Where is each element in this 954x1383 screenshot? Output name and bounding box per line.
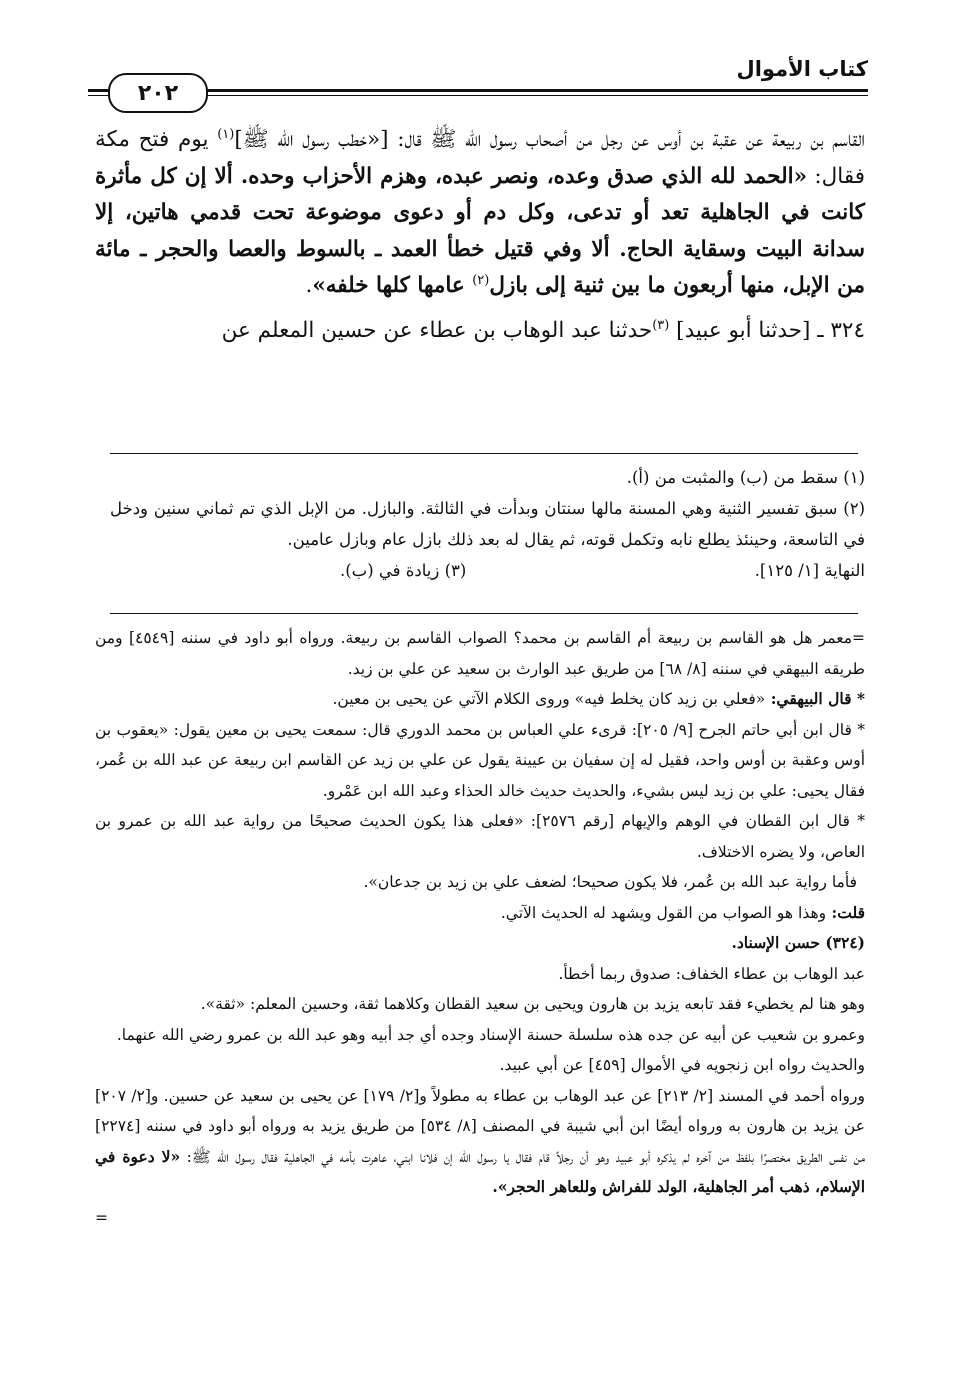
footnote-line xyxy=(110,555,865,586)
footnote-ref: (٣) xyxy=(652,317,670,333)
commentary-paragraph: وعمرو بن شعيب عن أبيه عن جده هذه سلسلة حسنة الإسناد وجده أي جد أبيه وهو عبد الله بن عمرو رضي الله عنهما. xyxy=(116,1025,865,1044)
footnote-divider xyxy=(110,453,858,454)
hadith-quote: «لا دعوة في الإسلام، ذهب أمر الجاهلية، الولد للفراش وللعاهر الحجر». xyxy=(95,1146,865,1196)
footnote-2-source: النهاية [١/ ١٢٥]. xyxy=(754,561,865,580)
commentary-paragraph: فأما رواية عبد الله بن عُمر، فلا يكون صحيحا؛ لضعف علي بن زيد بن جدعان». xyxy=(363,873,857,891)
paragraph-end: . xyxy=(305,273,313,298)
commentary-paragraph xyxy=(95,898,865,929)
footnote-ref: (٢) xyxy=(472,272,490,288)
hadith-number-text: ٣٢٤ ـ [حدثنا أبو عبيد] xyxy=(669,317,865,343)
book-title: كتاب الأموال xyxy=(736,57,868,81)
continuation-mark: = xyxy=(95,1208,108,1227)
page-number: ٢٠٢ xyxy=(108,73,208,113)
commentary-paragraph: =معمر هل هو القاسم بن ربيعة أم القاسم بن محمد؟ الصواب القاسم بن ربيعة. ورواه أبو داود في سننه [٤٥٤٩] ومن طريقه البيهقي في سننه [٨/ ٦٨] من طريق عبد الوارث بن سعيد عن علي بن زيد. xyxy=(95,629,866,678)
footnote-2: (٢) سبق تفسير الثنية وهي المسنة مالها سنتان وبدأت في الثالثة. والبازل. من الإبل الذي تم ثماني سنين ودخل في التاسعة، وحينئذ يطلع نابه وتكمل قوته، ثم يقال له بعد ذلك بازل عام وبازل عامين. xyxy=(110,499,865,549)
footnotes xyxy=(110,462,865,586)
footnote-ref: (١) xyxy=(217,126,235,142)
commentary-paragraph xyxy=(95,1081,865,1203)
hadith-sermon-end: عامها كلها خلفه» xyxy=(312,273,473,298)
page-header xyxy=(88,55,868,115)
commentary-text: «فعلي بن زيد كان يخلط فيه» وروى الكلام الآتي عن يحيى بن معين. xyxy=(332,690,766,708)
hadith-chain-text: القاسم بن ربيعة عن عقبة بن أوس عن رجل من أصحاب رسول الله ﷺ قال: [«خطب رسول الله ﷺ] xyxy=(234,127,865,152)
commentary-text: وهذا هو الصواب من القول ويشهد له الحديث الآتي. xyxy=(500,903,827,922)
commentary-paragraph: والحديث رواه ابن زنجويه في الأموال [٤٥٩] عن أبي عبيد. xyxy=(499,1056,865,1074)
commentary-divider xyxy=(110,613,858,614)
commentary xyxy=(95,623,865,1233)
commentary-paragraph: * قال ابن أبي حاتم الجرح [٩/ ٢٠٥]: قرىء علي العباس بن محمد الدوري قال: سمعت يحيى بن معين يقول: «يعقوب بن أوس وعقبة بن أوس واحد، فقيل له إن سفيان بن عيينة يقول عن علي بن زيد عن القاسم ابن ربيعة عن عبد الله بن عُمر، فقال يحيى: علي بن زيد ليس بشيء، والحديث حديث خالد الحذاء وعبد الله ابن عَمْرو. xyxy=(95,720,865,800)
hadith-chain-text: حدثنا عبد الوهاب بن عطاء عن حسين المعلم عن xyxy=(221,317,653,343)
commentary-paragraph: عبد الوهاب بن عطاء الخفاف: صدوق ربما أخطأ. xyxy=(558,964,865,983)
hadith-sermon-text: «الحمد لله الذي صدق وعده، ونصر عبده، وهزم الأحزاب وحده. ألا إن كل مأثرة كانت في الجاهلية تعد أو تدعى، وكل دم أو دعوى موضوعة تحت قدمي هاتين، إلا سدانة البيت وسقاية الحاج. ألا وفي قتيل خطأ العمد ـ بالسوط والعصا والحجر ـ مائة من الإبل، منها أربعون ما بين ثنية إلى بازل xyxy=(95,163,865,298)
main-text xyxy=(95,122,865,349)
footnote-1: (١) سقط من (ب) والمثبت من (أ). xyxy=(626,468,865,487)
commentary-label: قلت: xyxy=(826,902,865,922)
commentary-paragraph: وهو هنا لم يخطيء فقد تابعه يزيد بن هارون ويحيى بن سعيد القطان وكلاهما ثقة، وحسين المعلم: «ثقة». xyxy=(200,995,865,1013)
commentary-label: * قال البيهقي: xyxy=(765,689,865,708)
grading-heading: (٣٢٤) حسن الإسناد. xyxy=(731,933,865,952)
hadith-text: يوم فتح مكة فقال: xyxy=(95,127,865,189)
commentary-paragraph: * قال ابن القطان في الوهم والإيهام [رقم ٢٥٧٦]: «فعلى هذا يكون الحديث صحيحًا من رواية عبد الله بن عمرو بن العاص، ولا يضره الاختلاف. xyxy=(95,812,865,861)
hadith-324-paragraph xyxy=(95,313,865,350)
commentary-text: ورواه أحمد في المسند [٢/ ٢١٣] عن عبد الوهاب بن عطاء به مطولاً و[٢/ ١٧٩] عن يحيى بن سعيد عن حسين. و[٢/ ٢٠٧] عن يزيد بن هارون به ورواه أيضًا ابن أبي شيبة في المصنف [٨/ ٥٣٤] من طريق يزيد به ورواه أبو داود في سننه [٢٢٧٤] من نفس الطريق مختصرًا بلفظ من آخره لم يذكره أبو عبيد وهو أن رجلاً قام فقال يا رسول الله إن فلانا ابني، عاهرت بأمه في الجاهلية فقال رسول الله ﷺ: xyxy=(95,1086,865,1166)
commentary-paragraph xyxy=(95,684,865,715)
footnote-3: (٣) زيادة في (ب). xyxy=(340,561,467,580)
hadith-paragraph xyxy=(95,122,865,305)
